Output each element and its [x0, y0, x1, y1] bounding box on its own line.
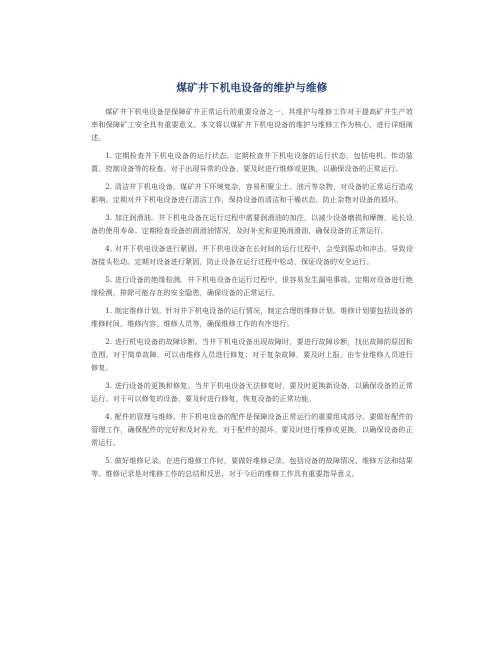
repair-item-2: 2. 进行机电设备的故障诊断。当井下机电设备出现故障时，要进行故障诊断，找出故障的原因和范围。对于简单故障，可以由维修人员进行修复；对于复杂故障，要及时上报，由专业维修人员进行修复。 [91, 336, 413, 372]
repair-item-1: 1. 制定维修计划。针对井下机电设备的运行情况，制定合理的维修计划。维修计划要包括设备的维修时间、维修内容、维修人员等，确保维修工作的有序进行。 [91, 305, 413, 328]
repair-item-3: 3. 进行设备的更换和修复。当井下机电设备无法修复时，要及时更换新设备，以确保设备的正常运行。对于可以修复的设备，要及时进行修复，恢复设备的正常功能。 [91, 380, 413, 403]
document-page [91, 80, 413, 485]
maintenance-item-4: 4. 对井下机电设备进行紧固。井下机电设备在长时间的运行过程中，会受到振动和冲击，导致设备接头松动。定期对设备进行紧固，防止设备在运行过程中松动，保证设备的安全运行。 [91, 243, 413, 267]
maintenance-item-2: 2. 清洁井下机电设备。煤矿井下环境复杂，容易积聚尘土、油污等杂物，对设备的正常运行造成影响。定期对井下机电设备进行清洁工作，保持设备的清洁和干燥状态，防止杂物对设备的损坏。 [91, 182, 413, 205]
maintenance-item-5: 5. 进行设备的绝缘检测。井下机电设备在运行过程中，很容易发生漏电事故。定期对设备进行绝缘检测，排除可能存在的安全隐患，确保设备的正常运行。 [91, 274, 413, 297]
document-title: 煤矿井下机电设备的维护与维修 [176, 82, 328, 94]
maintenance-item-3: 3. 加注润滑油。井下机电设备在运行过程中需要润滑油的加注，以减少设备磨损和摩擦，延长设备的使用寿命。定期检查设备的润滑油情况，及时补充和更换润滑油，确保设备的正常运行。 [91, 212, 413, 236]
maintenance-item-1: 1. 定期检查井下机电设备的运行状态。定期检查井下机电设备的运行状态，包括电机、传动装置、控制设备等的检查。对于出现异常的设备，要及时进行维修或更换，以确保设备的正常运行。 [91, 151, 413, 174]
repair-item-5: 5. 做好维修记录。在进行维修工作时，要做好维修记录，包括设备的故障情况、维修方法和结果等。维修记录是对维修工作的总结和反思，对于今后的维修工作具有重要指导意义。 [91, 455, 413, 478]
repair-item-4: 4. 配件的管理与维修。井下机电设备的配件是保障设备正常运行的重要组成部分。要做好配件的管理工作，确保配件的完好和及时补充。对于配件的损坏，要及时进行维修或更换，以确保设备的正常运行。 [91, 411, 413, 447]
intro-paragraph: 煤矿井下机电设备是保障矿井正常运行的重要设备之一，其维护与维修工作对于提高矿井生产效率和保障矿工安全具有重要意义。本文将以煤矿井下机电设备的维护与维修工作为核心，进行详细阐述。 [91, 107, 413, 143]
